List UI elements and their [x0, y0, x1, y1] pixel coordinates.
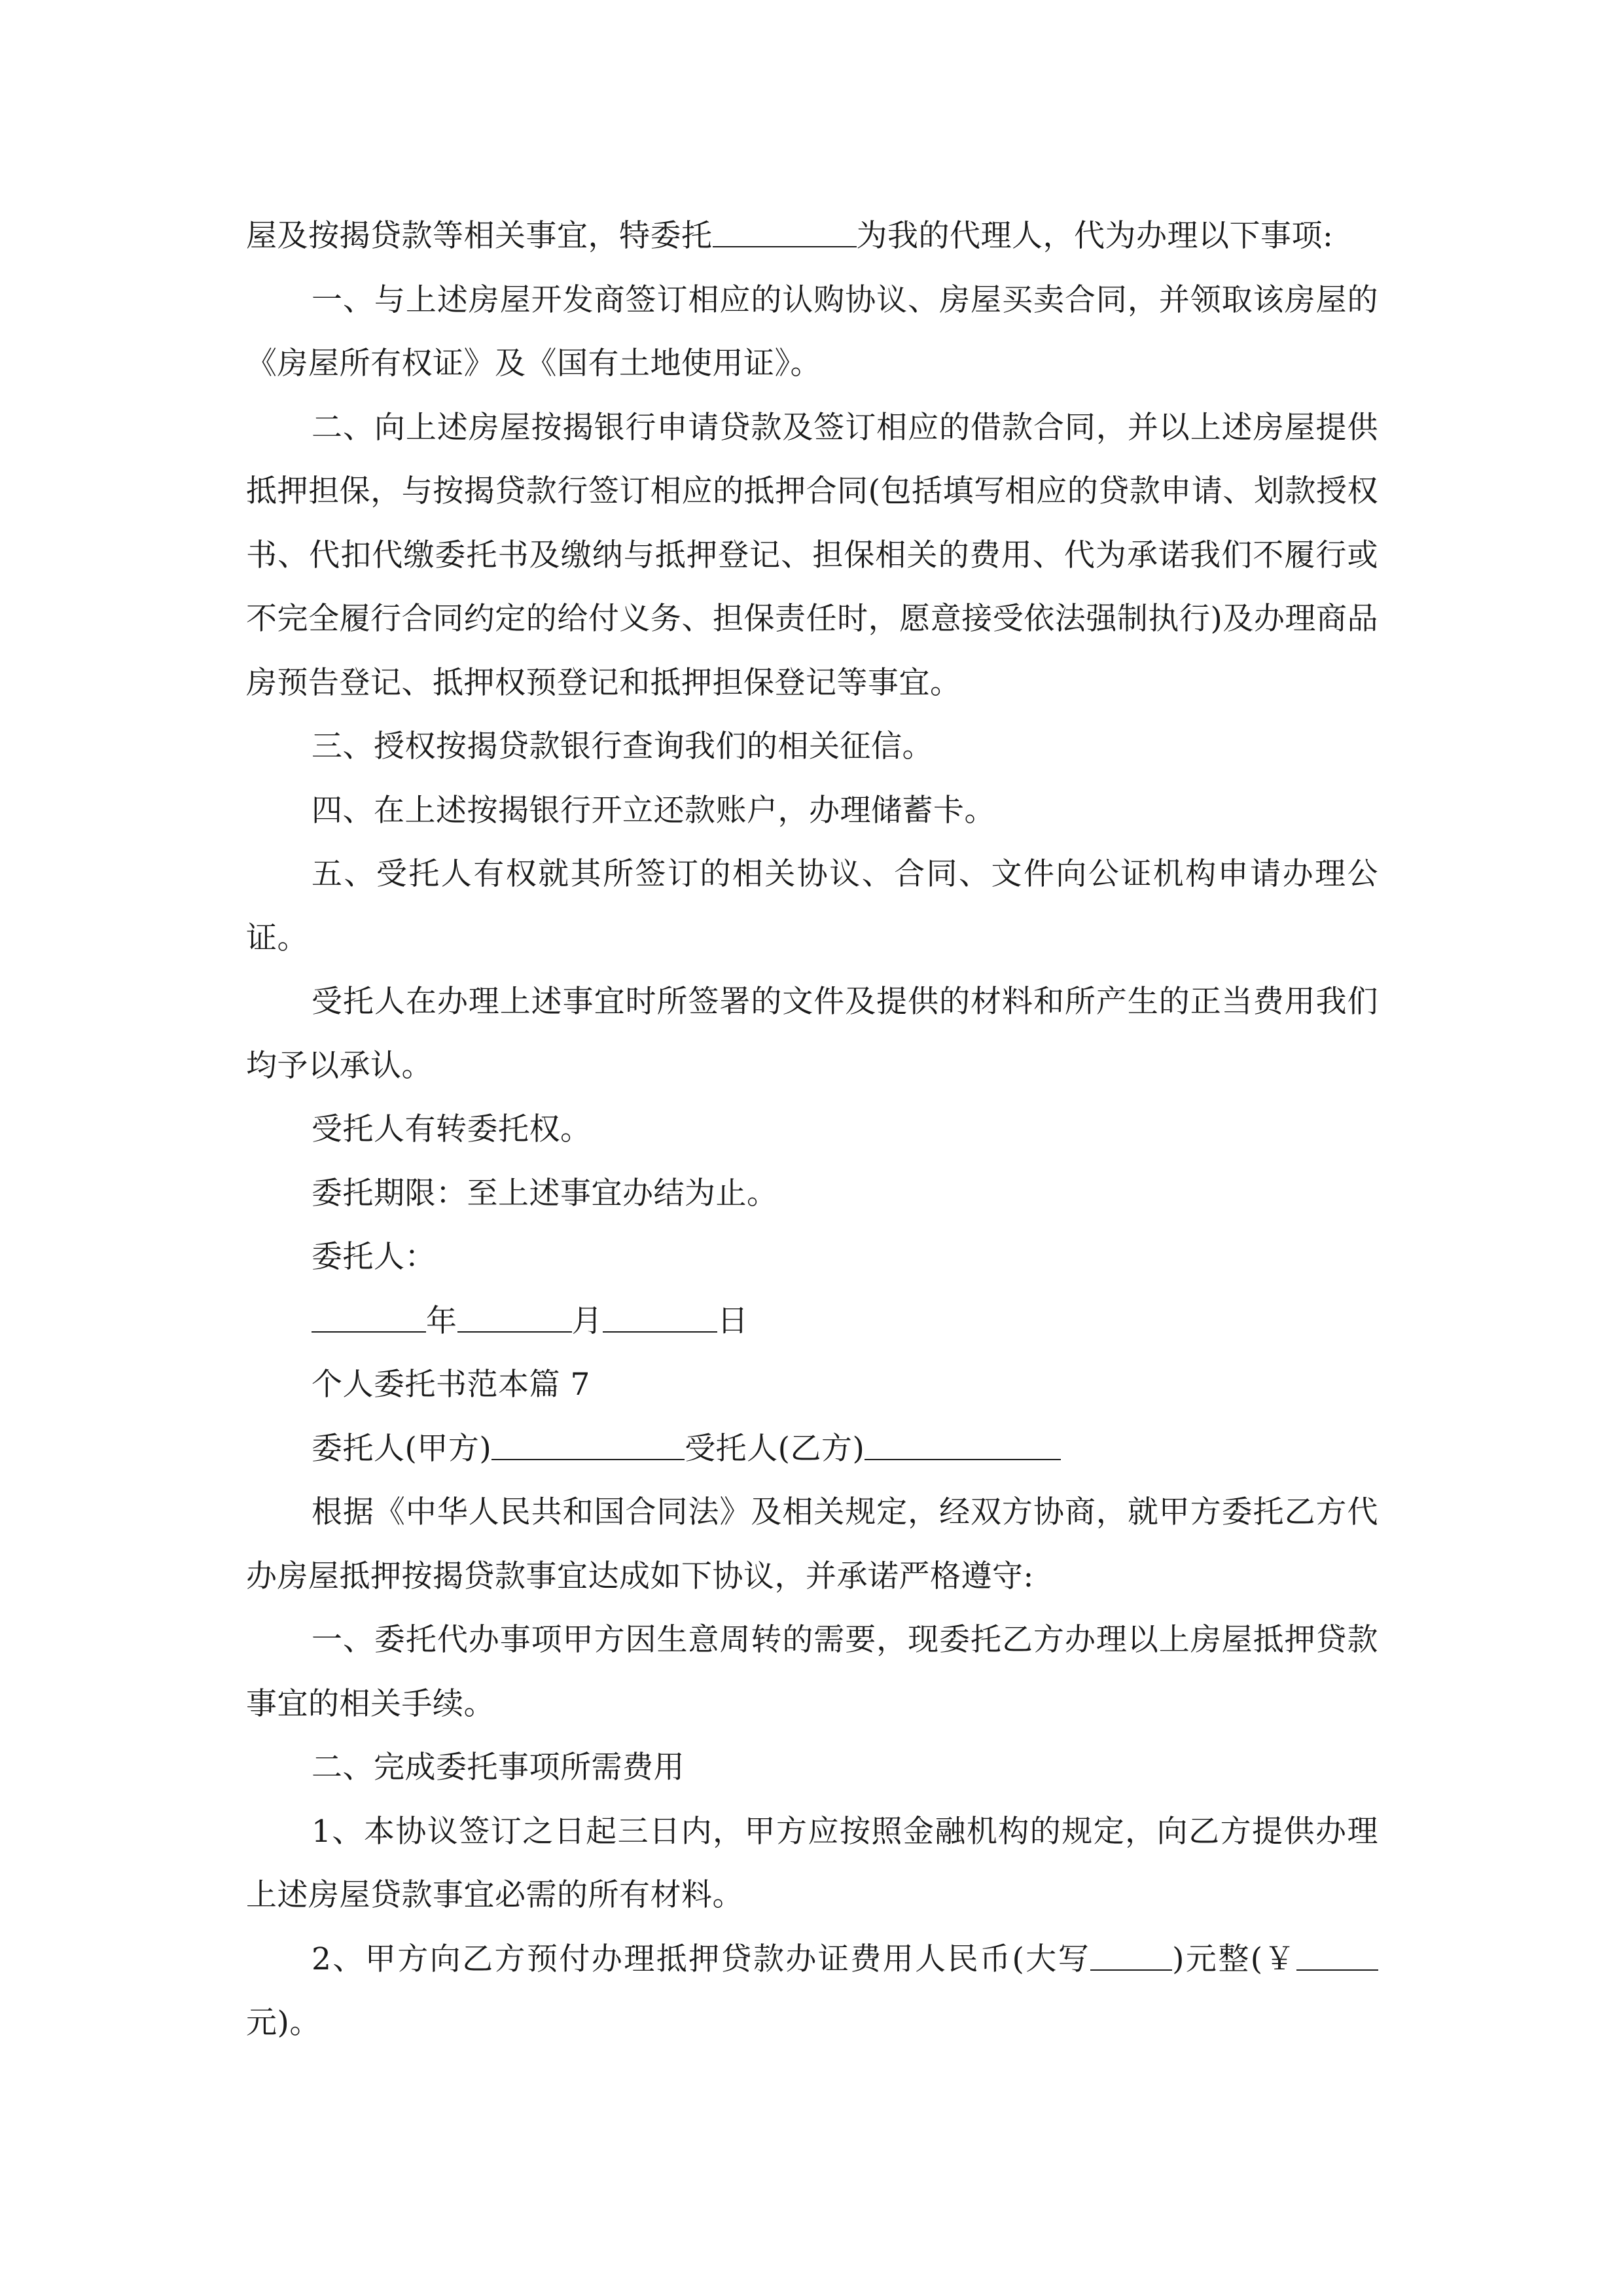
parties-line [246, 1417, 1378, 1481]
paragraph-agent-appointment [246, 204, 1378, 268]
party-b-label: 受托人(乙方) [685, 1430, 865, 1467]
date-day-label: 日 [717, 1302, 749, 1339]
paragraph-clause-2-2 [246, 1928, 1378, 2055]
paragraph-item-3: 三、授权按揭贷款银行查询我们的相关征信。 [312, 728, 933, 764]
text-fragment: 为我的代理人，代为办理以下事项: [856, 218, 1334, 254]
blank-party-a[interactable] [491, 1428, 685, 1460]
blank-day[interactable] [603, 1300, 717, 1333]
document-page [246, 204, 1378, 2055]
party-a-label: 委托人(甲方) [312, 1430, 492, 1467]
blank-amount-figures[interactable] [1296, 1939, 1378, 1971]
text-fragment: )元整(￥ [1172, 1941, 1296, 1977]
paragraph-item-1: 一、与上述房屋开发商签订相应的认购协议、房屋买卖合同，并领取该房屋的《房屋所有权证》及《国有土地使用证》。 [246, 281, 1378, 382]
section-heading: 个人委托书范本篇 7 [312, 1367, 590, 1403]
label-principal-signature: 委托人： [312, 1239, 436, 1275]
date-line [246, 1289, 1378, 1354]
paragraph-clause-1: 一、委托代办事项甲方因生意周转的需要，现委托乙方办理以上房屋抵押贷款事宜的相关手续。 [246, 1622, 1378, 1722]
paragraph-agreement-basis: 根据《中华人民共和国合同法》及相关规定，经双方协商，就甲方委托乙方代办房屋抵押按揭贷款事宜达成如下协议，并承诺严格遵守: [246, 1494, 1378, 1594]
blank-month[interactable] [457, 1300, 572, 1333]
date-year-label: 年 [426, 1302, 457, 1339]
date-month-label: 月 [571, 1302, 603, 1339]
text-fragment: 元)。 [246, 2005, 321, 2041]
text-fragment: 2、甲方向乙方预付办理抵押贷款办证费用人民币(大写 [312, 1941, 1091, 1977]
paragraph-item-5: 五、受托人有权就其所签订的相关协议、合同、文件向公证机构申请办理公证。 [246, 856, 1378, 956]
blank-agent-name[interactable] [713, 215, 857, 247]
paragraph-sub-delegation: 受托人有转委托权。 [312, 1111, 592, 1147]
paragraph-item-4: 四、在上述按揭银行开立还款账户，办理储蓄卡。 [312, 792, 995, 829]
blank-amount-words[interactable] [1090, 1939, 1172, 1971]
paragraph-item-2: 二、向上述房屋按揭银行申请贷款及签订相应的借款合同，并以上述房屋提供抵押担保，与按揭贷款行签订相应的抵押合同(包括填写相应的贷款申请、划款授权书、代扣代缴委托书及缴纳与抵押登记、担保相关的费用、代为承诺我们不履行或不完全履行合同约定的给付义务、担保责任时，愿意接受依法强制执行)及办理商品房预告登记、抵押权预登记和抵押担保登记等事宜。 [246, 409, 1378, 701]
paragraph-clause-2-1: 1、本协议签订之日起三日内，甲方应按照金融机构的规定，向乙方提供办理上述房屋贷款事宜必需的所有材料。 [246, 1813, 1378, 1913]
text-fragment: 屋及按揭贷款等相关事宜，特委托 [246, 218, 713, 254]
blank-party-b[interactable] [865, 1428, 1061, 1460]
paragraph-clause-2-heading: 二、完成委托事项所需费用 [312, 1749, 685, 1785]
paragraph-acknowledgement: 受托人在办理上述事宜时所签署的文件及提供的材料和所产生的正当费用我们均予以承认。 [246, 984, 1378, 1084]
paragraph-term: 委托期限：至上述事宜办结为止。 [312, 1175, 778, 1211]
blank-year[interactable] [312, 1300, 426, 1333]
